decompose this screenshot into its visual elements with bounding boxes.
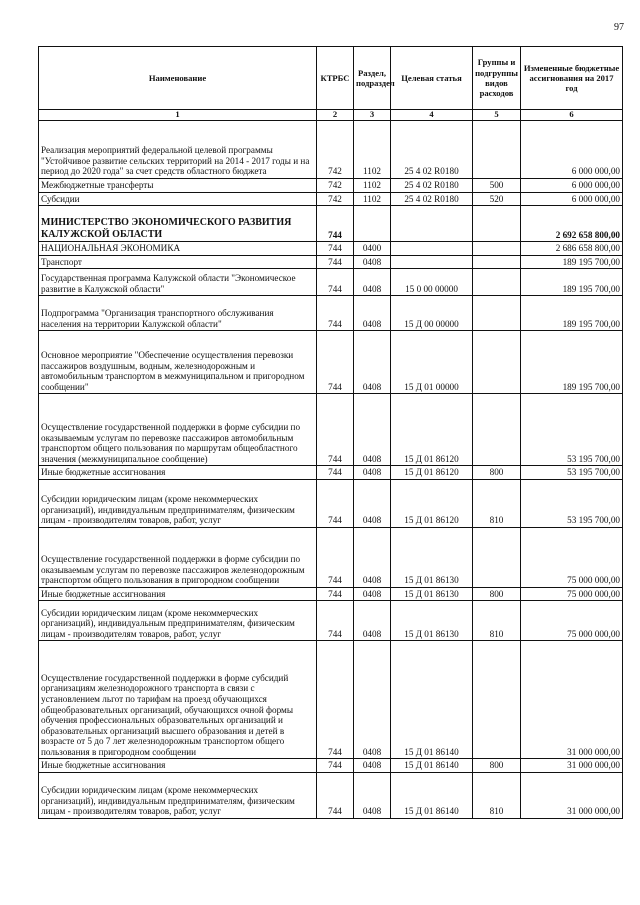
row-amount: 2 692 658 800,00 [521,206,623,242]
column-number: 3 [354,110,391,121]
row-name: Межбюджетные трансферты [39,179,317,193]
table-row [39,479,623,527]
row-target: 15 Д 01 86120 [391,394,473,466]
row-name: Осуществление государственной поддержки в форме субсидии по оказываемым услугам по перевозке пассажиров железнодорожным транспортом общего пользования в пригородном сообщении [39,527,317,587]
row-name: Иные бюджетные ассигнования [39,466,317,480]
row-target [391,242,473,256]
row-amount: 75 000 000,00 [521,601,623,641]
header-target: Целевая статья [391,47,473,110]
row-section: 0408 [354,479,391,527]
row-ktrbs: 744 [317,331,354,394]
row-target: 15 Д 01 86130 [391,587,473,601]
row-target [391,255,473,269]
row-target: 15 Д 01 86130 [391,601,473,641]
table-row [39,121,623,179]
row-ktrbs: 742 [317,192,354,206]
table-row [39,759,623,773]
row-group [473,242,521,256]
row-target: 15 Д 01 86130 [391,527,473,587]
row-section: 0408 [354,587,391,601]
row-amount: 31 000 000,00 [521,641,623,759]
table-row [39,587,623,601]
row-amount: 53 195 700,00 [521,479,623,527]
row-target [391,206,473,242]
row-group [473,394,521,466]
table-row [39,527,623,587]
row-target: 15 Д 01 86140 [391,641,473,759]
table-row [39,331,623,394]
row-section: 0408 [354,269,391,296]
row-amount: 2 686 658 800,00 [521,242,623,256]
row-amount: 6 000 000,00 [521,192,623,206]
row-name: Осуществление государственной поддержки в форме субсидии по оказываемым услугам по перевозке пассажиров автомобильным транспортом общего пользования по маршрутам общеобластного значения (межмуниципальное сообщение) [39,394,317,466]
row-name: Субсидии [39,192,317,206]
row-target: 25 4 02 R0180 [391,179,473,193]
row-amount: 6 000 000,00 [521,121,623,179]
row-section: 0408 [354,331,391,394]
row-section: 0408 [354,773,391,819]
row-amount: 189 195 700,00 [521,269,623,296]
row-section: 0408 [354,255,391,269]
column-number: 5 [473,110,521,121]
row-group: 800 [473,759,521,773]
row-target: 15 Д 01 86120 [391,479,473,527]
row-ktrbs: 744 [317,479,354,527]
row-name: НАЦИОНАЛЬНАЯ ЭКОНОМИКА [39,242,317,256]
row-name: Субсидии юридическим лицам (кроме некоммерческих организаций), индивидуальным предпринимателям, физическим лицам - производителям товаров, работ, услуг [39,479,317,527]
table-row [39,773,623,819]
row-group: 810 [473,601,521,641]
row-group: 800 [473,587,521,601]
row-section: 0408 [354,394,391,466]
table-row [39,192,623,206]
row-section: 0400 [354,242,391,256]
row-section: 0408 [354,759,391,773]
row-name: Субсидии юридическим лицам (кроме некоммерческих организаций), индивидуальным предпринимателям, физическим лицам - производителям товаров, работ, услуг [39,773,317,819]
column-number: 4 [391,110,473,121]
row-section: 1102 [354,179,391,193]
row-amount: 6 000 000,00 [521,179,623,193]
row-group [473,296,521,331]
row-target: 15 0 00 00000 [391,269,473,296]
table-row [39,601,623,641]
row-ktrbs: 744 [317,206,354,242]
row-section: 1102 [354,192,391,206]
column-number: 2 [317,110,354,121]
row-section: 0408 [354,601,391,641]
row-name: Иные бюджетные ассигнования [39,587,317,601]
table-row [39,255,623,269]
row-ktrbs: 742 [317,121,354,179]
row-ktrbs: 744 [317,255,354,269]
row-name: Реализация мероприятий федеральной целевой программы "Устойчивое развитие сельских территорий на 2014 - 2017 годы и на период до 2020 года" за счет средств областного бюджета [39,121,317,179]
row-group [473,527,521,587]
row-group: 800 [473,466,521,480]
row-section [354,206,391,242]
row-group: 810 [473,479,521,527]
row-ktrbs: 744 [317,641,354,759]
table-row [39,206,623,242]
row-amount: 75 000 000,00 [521,587,623,601]
table-row [39,179,623,193]
header-row [39,47,623,110]
row-group [473,641,521,759]
row-section: 1102 [354,121,391,179]
row-name: Субсидии юридическим лицам (кроме некоммерческих организаций), индивидуальным предпринимателям, физическим лицам - производителям товаров, работ, услуг [39,601,317,641]
table-row [39,641,623,759]
row-group [473,121,521,179]
row-amount: 189 195 700,00 [521,255,623,269]
row-ktrbs: 742 [317,179,354,193]
table-row [39,296,623,331]
row-group [473,331,521,394]
row-target: 25 4 02 R0180 [391,121,473,179]
row-amount: 31 000 000,00 [521,773,623,819]
row-ktrbs: 744 [317,242,354,256]
row-ktrbs: 744 [317,587,354,601]
row-name: Иные бюджетные ассигнования [39,759,317,773]
header-ktrbs: КТРБС [317,47,354,110]
table-row [39,242,623,256]
column-number-row [39,110,623,121]
row-group: 520 [473,192,521,206]
budget-table [38,46,623,819]
row-group [473,269,521,296]
header-section: Раздел, подраздел [354,47,391,110]
row-amount: 53 195 700,00 [521,394,623,466]
row-amount: 189 195 700,00 [521,331,623,394]
row-ktrbs: 744 [317,773,354,819]
row-amount: 53 195 700,00 [521,466,623,480]
row-ktrbs: 744 [317,296,354,331]
page-number: 97 [614,22,624,33]
row-target: 15 Д 01 86140 [391,773,473,819]
row-group: 810 [473,773,521,819]
row-name: Транспорт [39,255,317,269]
row-target: 15 Д 01 86140 [391,759,473,773]
table-row [39,269,623,296]
row-amount: 189 195 700,00 [521,296,623,331]
row-group [473,255,521,269]
row-section: 0408 [354,466,391,480]
row-name: Основное мероприятие "Обеспечение осуществления перевозки пассажиров воздушным, водным, железнодорожным и автомобильным транспортом в межмуниципальном и пригородном сообщении" [39,331,317,394]
column-number: 6 [521,110,623,121]
row-ktrbs: 744 [317,269,354,296]
row-section: 0408 [354,296,391,331]
table-row [39,394,623,466]
header-group: Группы и подгруппы видов расходов [473,47,521,110]
row-group: 500 [473,179,521,193]
row-amount: 75 000 000,00 [521,527,623,587]
header-name: Наименование [39,47,317,110]
row-target: 25 4 02 R0180 [391,192,473,206]
header-amount: Измененные бюджетные ассигнования на 2017 год [521,47,623,110]
row-amount: 31 000 000,00 [521,759,623,773]
row-name: Осуществление государственной поддержки в форме субсидий организациям железнодорожного транспорта в связи с установлением льгот по тарифам на проезд обучающихся общеобразовательных организаций, обучающихся очной формы обучения профессиональных образовательных организаций и образовательных организаций высшего образования и детей в возрасте от 5 до 7 лет железнодорожным транспортом общего пользования в пригородном сообщении [39,641,317,759]
row-target: 15 Д 01 00000 [391,331,473,394]
row-ktrbs: 744 [317,601,354,641]
table-row [39,466,623,480]
row-ktrbs: 744 [317,527,354,587]
row-name: Подпрограмма "Организация транспортного обслуживания населения на территории Калужской области" [39,296,317,331]
row-ktrbs: 744 [317,466,354,480]
row-group [473,206,521,242]
row-name: МИНИСТЕРСТВО ЭКОНОМИЧЕСКОГО РАЗВИТИЯ КАЛУЖСКОЙ ОБЛАСТИ [39,206,317,242]
row-section: 0408 [354,527,391,587]
row-ktrbs: 744 [317,394,354,466]
row-section: 0408 [354,641,391,759]
row-target: 15 Д 00 00000 [391,296,473,331]
row-ktrbs: 744 [317,759,354,773]
row-target: 15 Д 01 86120 [391,466,473,480]
column-number: 1 [39,110,317,121]
row-name: Государственная программа Калужской области "Экономическое развитие в Калужской области" [39,269,317,296]
